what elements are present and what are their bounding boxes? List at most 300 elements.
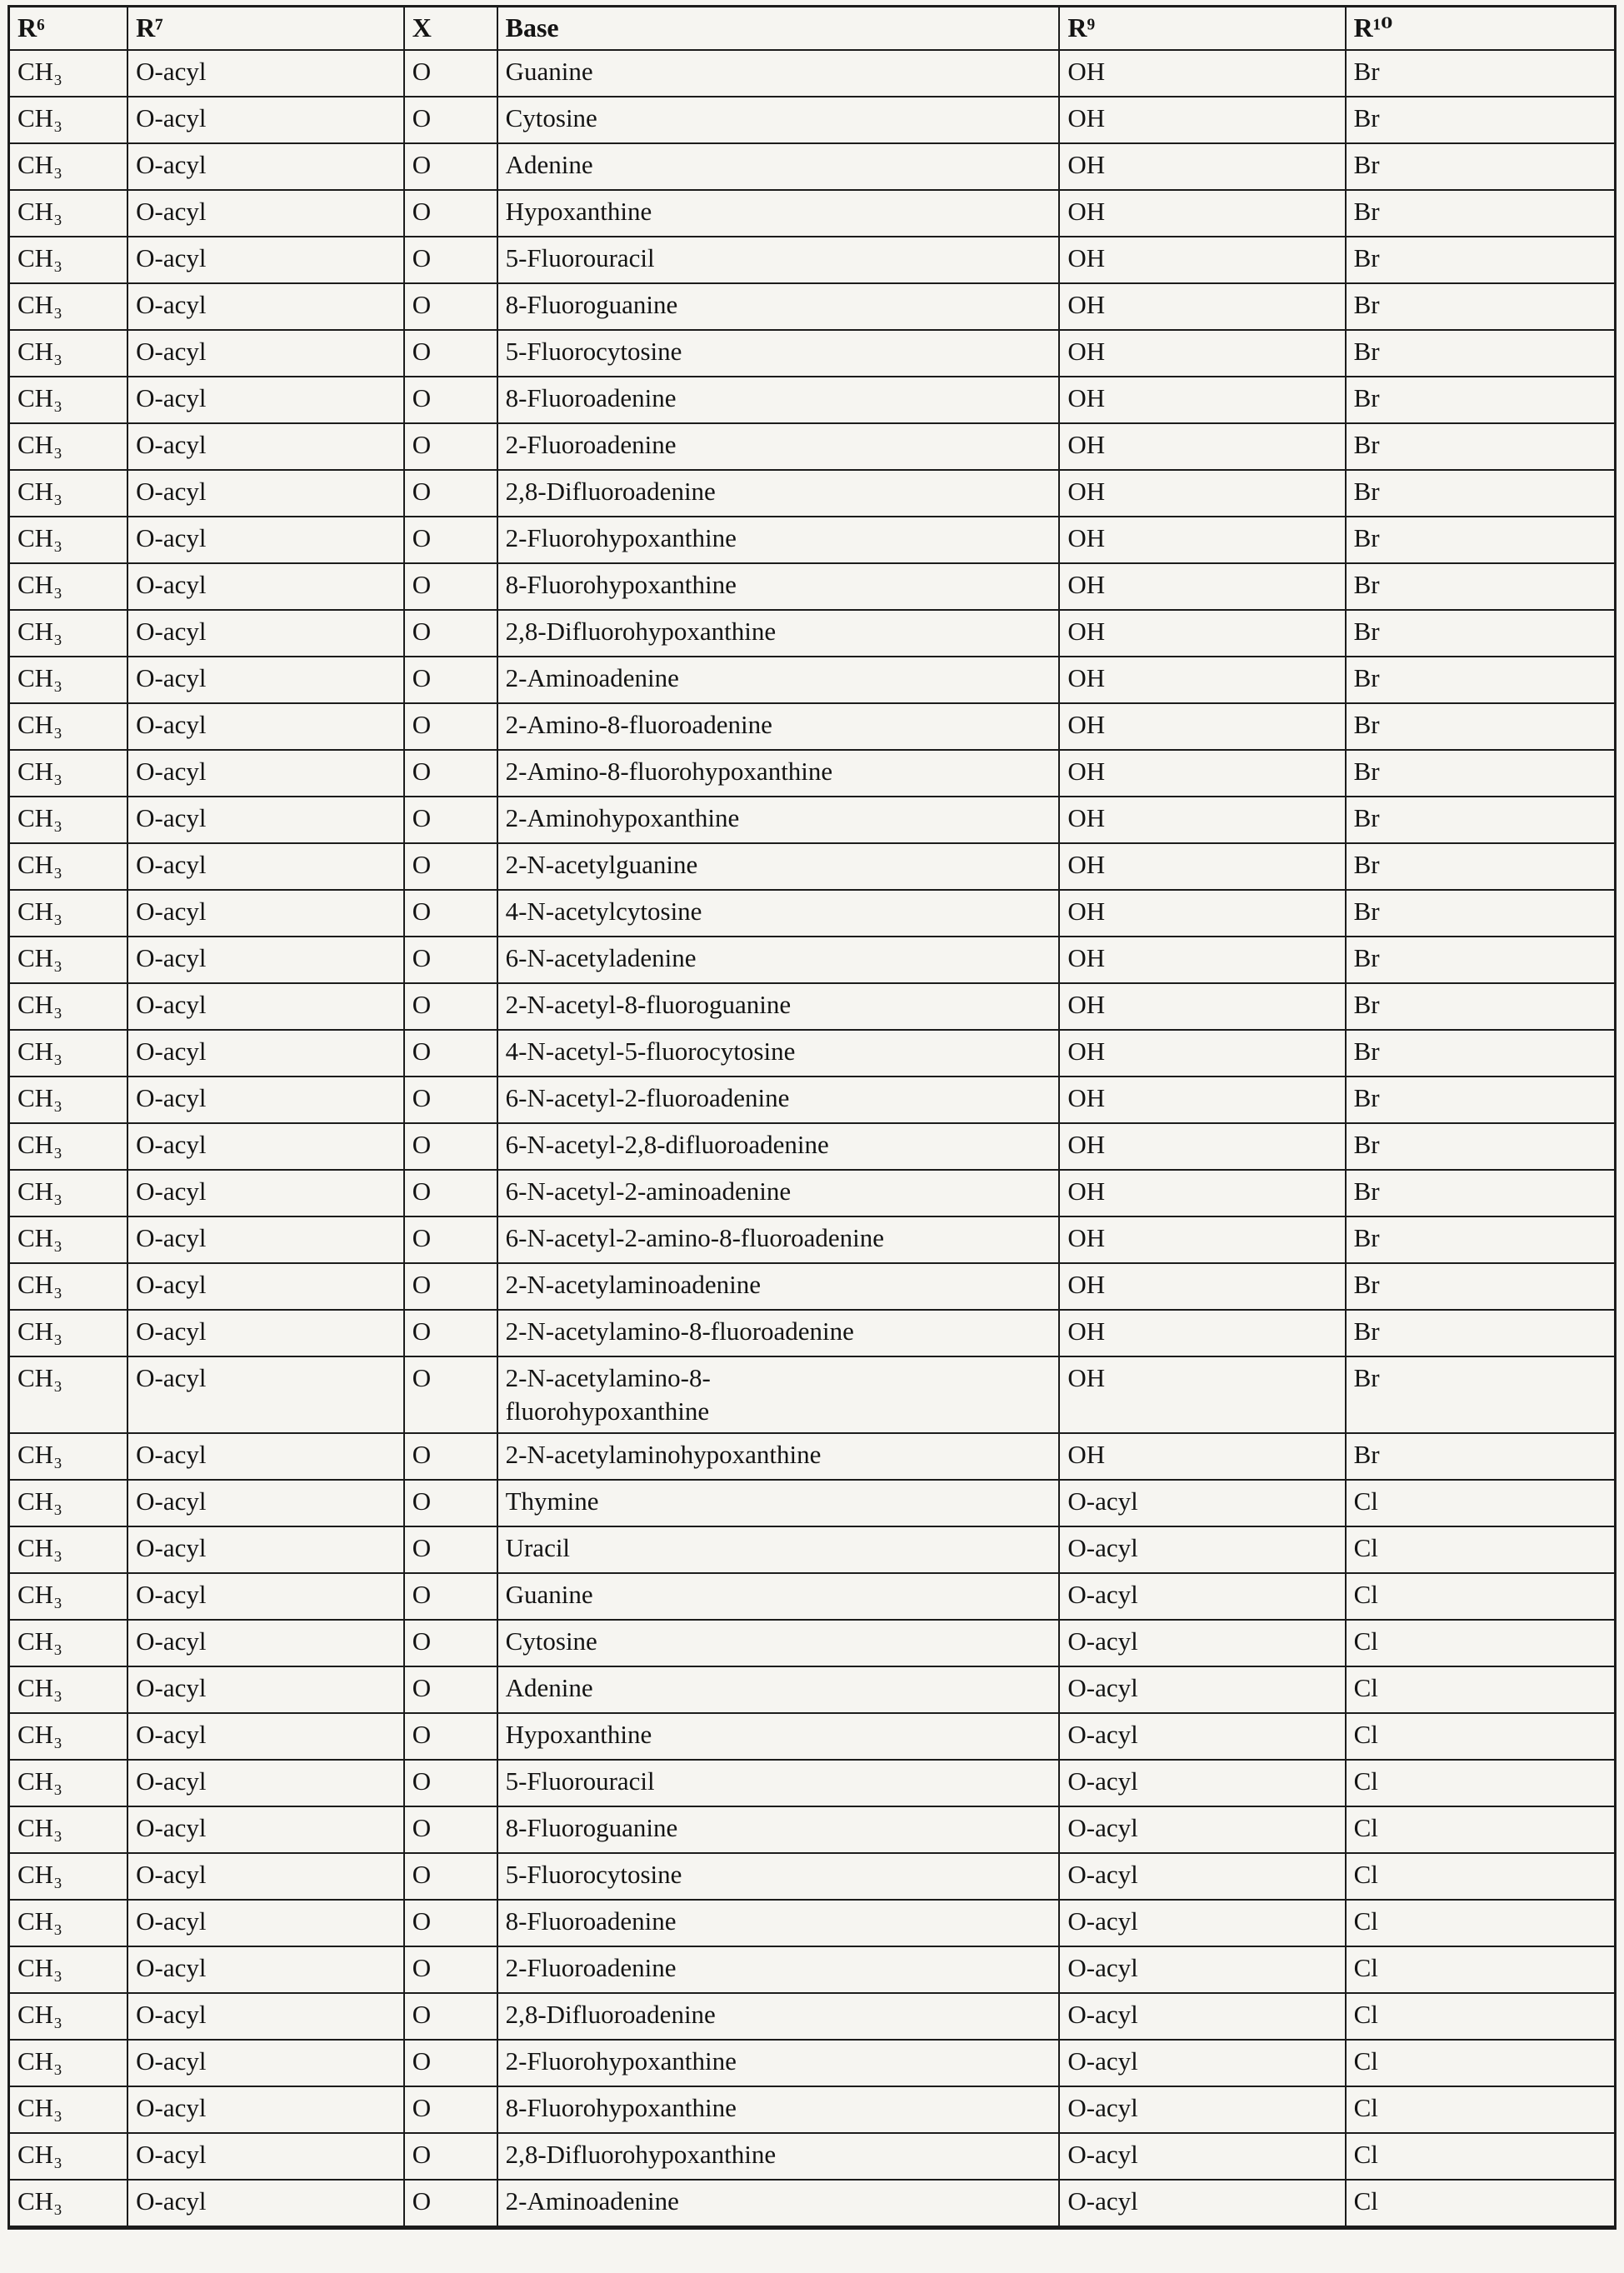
cell-r6: CH₃ xyxy=(9,50,128,97)
table-row xyxy=(9,937,1616,983)
cell-r7: O-acyl xyxy=(127,1263,404,1310)
cell-r10: Br xyxy=(1346,657,1616,703)
table-row xyxy=(9,517,1616,563)
cell-base: 2,8-Difluoroadenine xyxy=(497,1993,1060,2040)
column-header-r10: R¹⁰ xyxy=(1346,7,1616,50)
cell-r9: OH xyxy=(1059,797,1345,843)
cell-r9: O-acyl xyxy=(1059,1526,1345,1573)
cell-r7: O-acyl xyxy=(127,190,404,237)
cell-r6: CH₃ xyxy=(9,1573,128,1620)
cell-r6: CH₃ xyxy=(9,703,128,750)
cell-base: 2-Aminoadenine xyxy=(497,2180,1060,2228)
cell-base: Cytosine xyxy=(497,1620,1060,1666)
cell-r7: O-acyl xyxy=(127,1077,404,1123)
cell-base: 2-N-acetyl-8-fluoroguanine xyxy=(497,983,1060,1030)
cell-base: 2-N-acetylamino-8-fluoroadenine xyxy=(497,1310,1060,1356)
cell-x: O xyxy=(404,890,497,937)
cell-r9: OH xyxy=(1059,517,1345,563)
cell-r10: Br xyxy=(1346,1030,1616,1077)
cell-x: O xyxy=(404,470,497,517)
cell-r9: O-acyl xyxy=(1059,2180,1345,2228)
table-row xyxy=(9,657,1616,703)
cell-base: Thymine xyxy=(497,1480,1060,1526)
cell-r10: Br xyxy=(1346,190,1616,237)
cell-base: Uracil xyxy=(497,1526,1060,1573)
cell-r6: CH₃ xyxy=(9,1123,128,1170)
cell-base: 6-N-acetyl-2-fluoroadenine xyxy=(497,1077,1060,1123)
cell-r7: O-acyl xyxy=(127,1433,404,1480)
cell-r6: CH₃ xyxy=(9,517,128,563)
cell-r9: OH xyxy=(1059,283,1345,330)
cell-base: 8-Fluoroguanine xyxy=(497,1806,1060,1853)
cell-r9: O-acyl xyxy=(1059,2086,1345,2133)
compound-table xyxy=(7,5,1617,2230)
cell-r10: Cl xyxy=(1346,2040,1616,2086)
table-header-row xyxy=(9,7,1616,50)
cell-r6: CH₃ xyxy=(9,1853,128,1900)
column-header-x: X xyxy=(404,7,497,50)
cell-r6: CH₃ xyxy=(9,750,128,797)
table-row xyxy=(9,1760,1616,1806)
cell-r9: O-acyl xyxy=(1059,1993,1345,2040)
cell-r10: Br xyxy=(1346,97,1616,143)
cell-r6: CH₃ xyxy=(9,2040,128,2086)
cell-r9: OH xyxy=(1059,237,1345,283)
cell-x: O xyxy=(404,610,497,657)
cell-r7: O-acyl xyxy=(127,423,404,470)
cell-r7: O-acyl xyxy=(127,1030,404,1077)
cell-r9: OH xyxy=(1059,657,1345,703)
cell-base: Guanine xyxy=(497,1573,1060,1620)
cell-x: O xyxy=(404,1853,497,1900)
cell-base: 8-Fluoroguanine xyxy=(497,283,1060,330)
cell-r6: CH₃ xyxy=(9,1216,128,1263)
cell-r9: OH xyxy=(1059,1356,1345,1433)
cell-r9: O-acyl xyxy=(1059,1853,1345,1900)
cell-r7: O-acyl xyxy=(127,517,404,563)
cell-x: O xyxy=(404,377,497,423)
table-row xyxy=(9,1170,1616,1216)
cell-r9: OH xyxy=(1059,143,1345,190)
table-row xyxy=(9,1216,1616,1263)
cell-base: 2-Amino-8-fluoroadenine xyxy=(497,703,1060,750)
cell-x: O xyxy=(404,1216,497,1263)
cell-r9: O-acyl xyxy=(1059,1713,1345,1760)
cell-r10: Br xyxy=(1346,750,1616,797)
cell-x: O xyxy=(404,657,497,703)
cell-r10: Cl xyxy=(1346,1900,1616,1946)
cell-r7: O-acyl xyxy=(127,797,404,843)
cell-r10: Cl xyxy=(1346,1480,1616,1526)
cell-r6: CH₃ xyxy=(9,423,128,470)
cell-r10: Br xyxy=(1346,50,1616,97)
cell-r9: OH xyxy=(1059,563,1345,610)
cell-r7: O-acyl xyxy=(127,563,404,610)
cell-base: 2-N-acetylaminoadenine xyxy=(497,1263,1060,1310)
cell-r9: OH xyxy=(1059,1263,1345,1310)
cell-r7: O-acyl xyxy=(127,610,404,657)
cell-r6: CH₃ xyxy=(9,1993,128,2040)
cell-r6: CH₃ xyxy=(9,2180,128,2228)
cell-r10: Br xyxy=(1346,1433,1616,1480)
cell-x: O xyxy=(404,797,497,843)
cell-r9: O-acyl xyxy=(1059,1946,1345,1993)
cell-x: O xyxy=(404,330,497,377)
table-row xyxy=(9,750,1616,797)
cell-base: 2-N-acetylaminohypoxanthine xyxy=(497,1433,1060,1480)
cell-r7: O-acyl xyxy=(127,377,404,423)
cell-r9: OH xyxy=(1059,1216,1345,1263)
cell-r7: O-acyl xyxy=(127,1526,404,1573)
cell-base: 2-Amino-8-fluorohypoxanthine xyxy=(497,750,1060,797)
cell-r10: Br xyxy=(1346,563,1616,610)
cell-r9: O-acyl xyxy=(1059,2040,1345,2086)
cell-r6: CH₃ xyxy=(9,1433,128,1480)
cell-x: O xyxy=(404,563,497,610)
cell-r10: Br xyxy=(1346,1123,1616,1170)
cell-base: 2-N-acetylamino-8- fluorohypoxanthine xyxy=(497,1356,1060,1433)
cell-r7: O-acyl xyxy=(127,1573,404,1620)
cell-x: O xyxy=(404,1946,497,1993)
cell-r6: CH₃ xyxy=(9,1030,128,1077)
cell-r9: OH xyxy=(1059,377,1345,423)
table-row xyxy=(9,237,1616,283)
table-row xyxy=(9,1526,1616,1573)
table-row xyxy=(9,190,1616,237)
cell-x: O xyxy=(404,237,497,283)
cell-r6: CH₃ xyxy=(9,1946,128,1993)
cell-r7: O-acyl xyxy=(127,890,404,937)
cell-x: O xyxy=(404,2086,497,2133)
cell-r10: Br xyxy=(1346,423,1616,470)
cell-r10: Br xyxy=(1346,1310,1616,1356)
cell-r6: CH₃ xyxy=(9,2086,128,2133)
cell-base: 5-Fluorouracil xyxy=(497,1760,1060,1806)
cell-r10: Cl xyxy=(1346,1526,1616,1573)
cell-base: 2-Fluorohypoxanthine xyxy=(497,2040,1060,2086)
cell-r10: Br xyxy=(1346,797,1616,843)
cell-x: O xyxy=(404,1993,497,2040)
table-row xyxy=(9,1356,1616,1433)
cell-x: O xyxy=(404,190,497,237)
cell-r6: CH₃ xyxy=(9,2133,128,2180)
cell-r9: OH xyxy=(1059,1030,1345,1077)
cell-r7: O-acyl xyxy=(127,97,404,143)
cell-r10: Br xyxy=(1346,1216,1616,1263)
cell-base: 2-N-acetylguanine xyxy=(497,843,1060,890)
cell-r10: Br xyxy=(1346,983,1616,1030)
cell-r10: Br xyxy=(1346,610,1616,657)
cell-r6: CH₃ xyxy=(9,1170,128,1216)
table-row xyxy=(9,2133,1616,2180)
cell-base: 2-Aminohypoxanthine xyxy=(497,797,1060,843)
cell-r9: O-acyl xyxy=(1059,1760,1345,1806)
cell-r10: Br xyxy=(1346,283,1616,330)
table-row xyxy=(9,797,1616,843)
cell-r7: O-acyl xyxy=(127,1170,404,1216)
cell-r9: O-acyl xyxy=(1059,1900,1345,1946)
cell-r6: CH₃ xyxy=(9,190,128,237)
cell-r10: Cl xyxy=(1346,1760,1616,1806)
cell-r6: CH₃ xyxy=(9,1526,128,1573)
cell-x: O xyxy=(404,1480,497,1526)
table-row xyxy=(9,2180,1616,2228)
cell-x: O xyxy=(404,517,497,563)
table-row xyxy=(9,1666,1616,1713)
table-row xyxy=(9,843,1616,890)
cell-r10: Br xyxy=(1346,937,1616,983)
cell-r6: CH₃ xyxy=(9,1666,128,1713)
cell-r7: O-acyl xyxy=(127,1806,404,1853)
cell-base: Hypoxanthine xyxy=(497,1713,1060,1760)
table-row xyxy=(9,1123,1616,1170)
cell-r7: O-acyl xyxy=(127,2040,404,2086)
cell-base: 6-N-acetyl-2,8-difluoroadenine xyxy=(497,1123,1060,1170)
cell-r6: CH₃ xyxy=(9,1620,128,1666)
cell-r6: CH₃ xyxy=(9,890,128,937)
cell-r9: O-acyl xyxy=(1059,1620,1345,1666)
cell-x: O xyxy=(404,937,497,983)
cell-r6: CH₃ xyxy=(9,1310,128,1356)
cell-r9: OH xyxy=(1059,1123,1345,1170)
cell-r9: OH xyxy=(1059,703,1345,750)
cell-r9: OH xyxy=(1059,750,1345,797)
cell-r9: OH xyxy=(1059,190,1345,237)
cell-x: O xyxy=(404,1433,497,1480)
cell-r7: O-acyl xyxy=(127,2086,404,2133)
table-body xyxy=(9,50,1616,2228)
cell-r10: Br xyxy=(1346,1170,1616,1216)
cell-r10: Br xyxy=(1346,1263,1616,1310)
cell-r7: O-acyl xyxy=(127,2133,404,2180)
cell-x: O xyxy=(404,983,497,1030)
cell-r7: O-acyl xyxy=(127,1900,404,1946)
cell-r9: OH xyxy=(1059,97,1345,143)
cell-r10: Cl xyxy=(1346,1853,1616,1900)
cell-base: 2-Fluorohypoxanthine xyxy=(497,517,1060,563)
cell-r7: O-acyl xyxy=(127,1946,404,1993)
cell-r6: CH₃ xyxy=(9,377,128,423)
cell-r6: CH₃ xyxy=(9,330,128,377)
cell-r7: O-acyl xyxy=(127,50,404,97)
table-row xyxy=(9,563,1616,610)
cell-r9: OH xyxy=(1059,843,1345,890)
cell-r7: O-acyl xyxy=(127,143,404,190)
cell-r10: Br xyxy=(1346,470,1616,517)
table-row xyxy=(9,2040,1616,2086)
cell-base: Adenine xyxy=(497,1666,1060,1713)
cell-r9: OH xyxy=(1059,423,1345,470)
cell-r10: Cl xyxy=(1346,1666,1616,1713)
cell-r6: CH₃ xyxy=(9,797,128,843)
cell-r7: O-acyl xyxy=(127,1666,404,1713)
table-row xyxy=(9,1806,1616,1853)
table-row xyxy=(9,1077,1616,1123)
cell-base: Cytosine xyxy=(497,97,1060,143)
table-row xyxy=(9,1310,1616,1356)
cell-r7: O-acyl xyxy=(127,1760,404,1806)
column-header-base: Base xyxy=(497,7,1060,50)
cell-base: 5-Fluorocytosine xyxy=(497,1853,1060,1900)
cell-r10: Br xyxy=(1346,1356,1616,1433)
cell-r10: Cl xyxy=(1346,1620,1616,1666)
cell-x: O xyxy=(404,1077,497,1123)
cell-r7: O-acyl xyxy=(127,237,404,283)
cell-r7: O-acyl xyxy=(127,983,404,1030)
table-row xyxy=(9,1263,1616,1310)
cell-base: 8-Fluorohypoxanthine xyxy=(497,2086,1060,2133)
cell-base: 4-N-acetylcytosine xyxy=(497,890,1060,937)
cell-r6: CH₃ xyxy=(9,983,128,1030)
cell-r10: Cl xyxy=(1346,1946,1616,1993)
table-row xyxy=(9,1946,1616,1993)
cell-x: O xyxy=(404,143,497,190)
cell-r6: CH₃ xyxy=(9,610,128,657)
cell-r9: O-acyl xyxy=(1059,1573,1345,1620)
cell-x: O xyxy=(404,1713,497,1760)
table-row xyxy=(9,2086,1616,2133)
cell-r9: OH xyxy=(1059,1433,1345,1480)
cell-r7: O-acyl xyxy=(127,1713,404,1760)
cell-x: O xyxy=(404,283,497,330)
cell-r7: O-acyl xyxy=(127,1216,404,1263)
cell-r9: OH xyxy=(1059,50,1345,97)
cell-base: 6-N-acetyl-2-aminoadenine xyxy=(497,1170,1060,1216)
cell-r7: O-acyl xyxy=(127,2180,404,2228)
cell-base: 5-Fluorouracil xyxy=(497,237,1060,283)
cell-r10: Br xyxy=(1346,143,1616,190)
table-row xyxy=(9,1480,1616,1526)
cell-r10: Br xyxy=(1346,843,1616,890)
cell-r7: O-acyl xyxy=(127,1480,404,1526)
table-row xyxy=(9,377,1616,423)
cell-r6: CH₃ xyxy=(9,283,128,330)
cell-r10: Br xyxy=(1346,1077,1616,1123)
cell-r6: CH₃ xyxy=(9,1713,128,1760)
table-row xyxy=(9,283,1616,330)
cell-x: O xyxy=(404,1356,497,1433)
table-row xyxy=(9,1620,1616,1666)
cell-r7: O-acyl xyxy=(127,1993,404,2040)
table-row xyxy=(9,330,1616,377)
cell-base: 8-Fluoroadenine xyxy=(497,377,1060,423)
cell-r10: Br xyxy=(1346,330,1616,377)
cell-r7: O-acyl xyxy=(127,750,404,797)
cell-r10: Br xyxy=(1346,237,1616,283)
cell-x: O xyxy=(404,1620,497,1666)
cell-base: 2,8-Difluorohypoxanthine xyxy=(497,2133,1060,2180)
cell-r10: Cl xyxy=(1346,2086,1616,2133)
cell-r6: CH₃ xyxy=(9,237,128,283)
cell-r10: Cl xyxy=(1346,1993,1616,2040)
cell-r10: Br xyxy=(1346,703,1616,750)
cell-base: Adenine xyxy=(497,143,1060,190)
table-row xyxy=(9,1853,1616,1900)
cell-x: O xyxy=(404,1760,497,1806)
cell-x: O xyxy=(404,1310,497,1356)
cell-base: Hypoxanthine xyxy=(497,190,1060,237)
cell-r10: Br xyxy=(1346,890,1616,937)
cell-x: O xyxy=(404,1666,497,1713)
table-row xyxy=(9,983,1616,1030)
cell-r7: O-acyl xyxy=(127,1310,404,1356)
cell-x: O xyxy=(404,1573,497,1620)
table-row xyxy=(9,890,1616,937)
cell-r10: Cl xyxy=(1346,2133,1616,2180)
column-header-r9: R⁹ xyxy=(1059,7,1345,50)
cell-r10: Br xyxy=(1346,517,1616,563)
cell-r9: O-acyl xyxy=(1059,1480,1345,1526)
cell-r7: O-acyl xyxy=(127,1356,404,1433)
cell-r6: CH₃ xyxy=(9,97,128,143)
cell-x: O xyxy=(404,2133,497,2180)
cell-r10: Br xyxy=(1346,377,1616,423)
cell-r9: OH xyxy=(1059,1170,1345,1216)
cell-x: O xyxy=(404,97,497,143)
cell-base: Guanine xyxy=(497,50,1060,97)
cell-r9: OH xyxy=(1059,937,1345,983)
cell-r7: O-acyl xyxy=(127,703,404,750)
cell-x: O xyxy=(404,703,497,750)
cell-r10: Cl xyxy=(1346,2180,1616,2228)
cell-x: O xyxy=(404,1123,497,1170)
cell-x: O xyxy=(404,843,497,890)
cell-r9: O-acyl xyxy=(1059,1806,1345,1853)
cell-x: O xyxy=(404,2040,497,2086)
cell-r6: CH₃ xyxy=(9,1077,128,1123)
cell-x: O xyxy=(404,1526,497,1573)
cell-r6: CH₃ xyxy=(9,1760,128,1806)
cell-base: 6-N-acetyl-2-amino-8-fluoroadenine xyxy=(497,1216,1060,1263)
cell-r6: CH₃ xyxy=(9,563,128,610)
cell-x: O xyxy=(404,1263,497,1310)
table-row xyxy=(9,50,1616,97)
cell-r6: CH₃ xyxy=(9,1900,128,1946)
table-row xyxy=(9,703,1616,750)
cell-base: 2,8-Difluoroadenine xyxy=(497,470,1060,517)
table-row xyxy=(9,1573,1616,1620)
cell-base: 2,8-Difluorohypoxanthine xyxy=(497,610,1060,657)
table-row xyxy=(9,1900,1616,1946)
cell-x: O xyxy=(404,50,497,97)
cell-r7: O-acyl xyxy=(127,1620,404,1666)
cell-r9: O-acyl xyxy=(1059,1666,1345,1713)
table-row xyxy=(9,143,1616,190)
cell-r6: CH₃ xyxy=(9,937,128,983)
cell-r10: Cl xyxy=(1346,1713,1616,1760)
cell-r7: O-acyl xyxy=(127,937,404,983)
table-row xyxy=(9,97,1616,143)
cell-r9: OH xyxy=(1059,890,1345,937)
cell-base: 2-Fluoroadenine xyxy=(497,423,1060,470)
cell-r7: O-acyl xyxy=(127,843,404,890)
cell-r6: CH₃ xyxy=(9,1263,128,1310)
table-row xyxy=(9,1713,1616,1760)
table-row xyxy=(9,1993,1616,2040)
cell-r9: O-acyl xyxy=(1059,2133,1345,2180)
cell-base: 5-Fluorocytosine xyxy=(497,330,1060,377)
column-header-r7: R⁷ xyxy=(127,7,404,50)
cell-base: 8-Fluoroadenine xyxy=(497,1900,1060,1946)
cell-r6: CH₃ xyxy=(9,1480,128,1526)
cell-r6: CH₃ xyxy=(9,1356,128,1433)
cell-x: O xyxy=(404,1030,497,1077)
cell-x: O xyxy=(404,423,497,470)
table-row xyxy=(9,470,1616,517)
cell-base: 2-Aminoadenine xyxy=(497,657,1060,703)
cell-r6: CH₃ xyxy=(9,657,128,703)
cell-x: O xyxy=(404,750,497,797)
